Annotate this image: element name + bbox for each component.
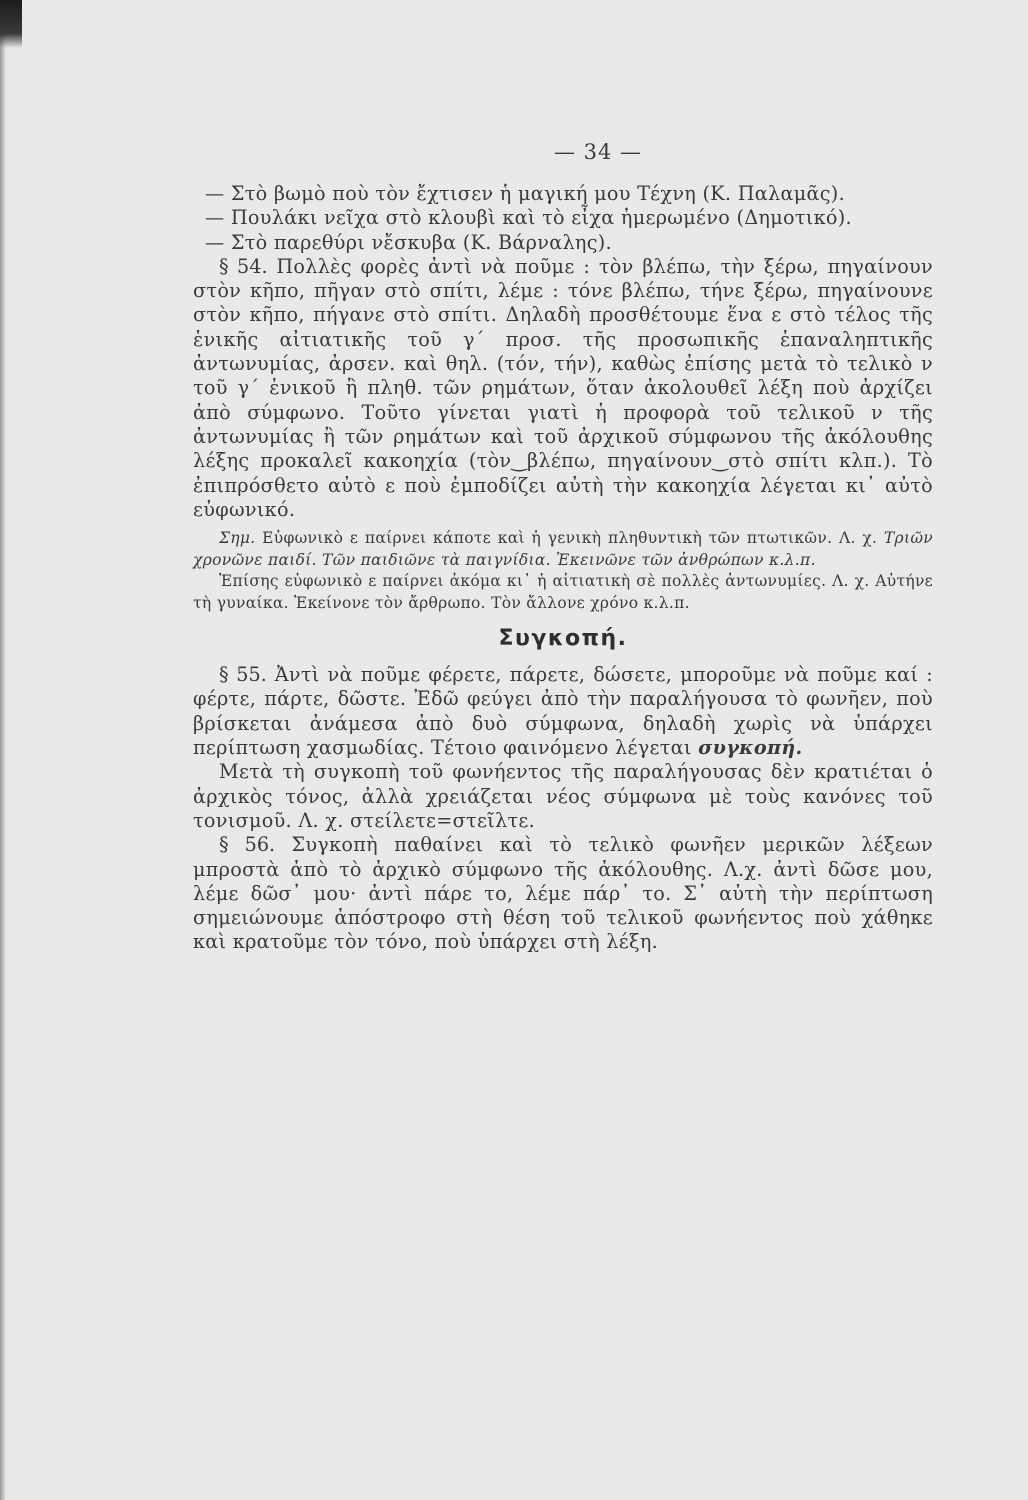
- quote-palamas: — Στὸ βωμὸ ποὺ τὸν ἔχτισεν ἡ μαγική μου Τέχνη (Κ. Παλαμᾶς).: [205, 182, 845, 205]
- note-text: Εὐφωνικὸ ε παίρνει κάποτε καὶ ἡ γενικὴ πληθυντικὴ τῶν πτωτικῶν. Λ. χ.: [262, 529, 878, 548]
- note-examples: Τριῶν χρονῶνε παιδί. Τῶν παιδιῶνε τὰ παιγνίδια. Ἐκεινῶνε τῶν ἀνθρώπων κ.λ.π.: [193, 529, 933, 569]
- section-54-paragraph: [193, 255, 933, 522]
- note-euphonic-genitive: [193, 528, 933, 571]
- note-euphonic-accusative: Ἐπίσης εὐφωνικὸ ε παίρνει ἀκόμα κι᾽ ἡ αἰτιατικὴ σὲ πολλὲς ἀντωνυμίες. Λ. χ. Αὐτήνε τὴ γυναίκα. Ἐκείνονε τὸν ἄρθρωπο. Τὸν ἄλλονε χρόνο κ.λ.π.: [193, 572, 933, 612]
- section-56-number: § 56.: [219, 833, 276, 857]
- section-55-text: Ἀντὶ νὰ ποῦμε φέρετε, πάρετε, δώσετε, μποροῦμε νὰ ποῦμε καί : φέρτε, πάρτε, δῶστε. Ἐδῶ φεύγει ἀπὸ τὴν παραλήγουσα τὸ φωνῆεν, ποὺ βρίσκεται ἀνάμεσα ἀπὸ δυὸ σύμφωνα, δηλαδὴ χωρὶς νὰ ὑπάρχει περίπτωση χασμωδίας. Τέτοιο φαινόμενο λέγεται: [193, 663, 933, 760]
- section-54-text: Πολλὲς φορὲς ἀντὶ νὰ ποῦμε : τὸν βλέπω, τὴν ξέρω, πηγαίνουν στὸν κῆπο, πῆγαν στὸ σπίτι, λέμε : τόνε βλέπω, τήνε ξέρω, πηγαίνουνε στὸν κῆπο, πήγανε στὸ σπίτι. Δηλαδὴ προσθέτουμε ἕνα ε στὸ τέλος τῆς ἑνικῆς αἰτιατικῆς τοῦ γ΄ προσ. τῆς προσωπικῆς ἐπαναληπτικῆς ἀντωνυμίας, ἀρσεν. καὶ θηλ. (τόν, τήν), καθὼς ἐπίσης μετὰ τὸ τελικὸ ν τοῦ γ΄ ἑνικοῦ ἢ πληθ. τῶν ρημάτων, ὅταν ἀκολουθεῖ λέξη ποὺ ἀρχίζει ἀπὸ σύμφωνο. Τοῦτο γίνεται γιατὶ ἡ προφορὰ τοῦ τελικοῦ ν τῆς ἀντωνυμίας ἢ τῶν ρημάτων καὶ τοῦ ἀρχικοῦ σύμφωνου τῆς ἀκόλουθης λέξης προκαλεῖ κακοηχία (τὸν‿βλέπω, πηγαίνουν‿στὸ σπίτι κλπ.). Τὸ ἐπιπρόσθετο αὐτὸ ε ποὺ ἐμποδίζει αὐτὴ τὴν κακοηχία λέγεται κι᾽ αὐτὸ εὐφωνικό.: [193, 254, 933, 521]
- scan-shadow-corner: [0, 0, 22, 48]
- book-page: [193, 140, 933, 955]
- term-syncope: συγκοπή.: [698, 736, 803, 760]
- quote-varnalis: — Στὸ παρεθύρι νἔσκυβα (Κ. Βάρναλης).: [205, 230, 612, 254]
- section-56-text: Συγκοπὴ παθαίνει καὶ τὸ τελικὸ φωνῆεν μερικῶν λέξεων μπροστὰ ἀπὸ τὸ ἀρχικὸ σύμφωνο τῆς ἀκόλουθης. Λ.χ. ἀντὶ δῶσε μου, λέμε δῶσ᾽ μου· ἀντὶ πάρε το, λέμε πάρ᾽ το. Σ᾽ αὐτὴ τὴν περίπτωση σημειώνουμε ἀπόστροφο στὴ θέση τοῦ τελικοῦ φωνήεντος ποὺ χάθηκε καὶ κρατοῦμε τὸν τόνο, ποὺ ὑπάρχει στὴ λέξη.: [193, 833, 933, 954]
- section-55-paragraph: [193, 663, 933, 760]
- section-heading: Συγκοπή.: [498, 626, 628, 652]
- quote-dimotiko: — Πουλάκι νεῖχα στὸ κλουβὶ καὶ τὸ εἶχα ἡμερωμένο (Δημοτικό).: [205, 206, 852, 230]
- section-55-number: § 55.: [219, 663, 267, 687]
- page-number: — 34 —: [553, 140, 643, 164]
- scan-shadow-left: [0, 0, 6, 1500]
- section-54-number: § 54.: [219, 254, 268, 278]
- note-label: Σημ.: [219, 529, 256, 548]
- section-56-paragraph: [193, 833, 933, 954]
- tone-paragraph: Μετὰ τὴ συγκοπὴ τοῦ φωνήεντος τῆς παραλήγουσας δὲν κρατιέται ὁ ἀρχικὸς τόνος, ἀλλὰ χρειάζεται νέος σύμφωνα μὲ τοὺς κανόνες τοῦ τονισμοῦ. Λ. χ. στείλετε=στεῖλτε.: [193, 760, 933, 832]
